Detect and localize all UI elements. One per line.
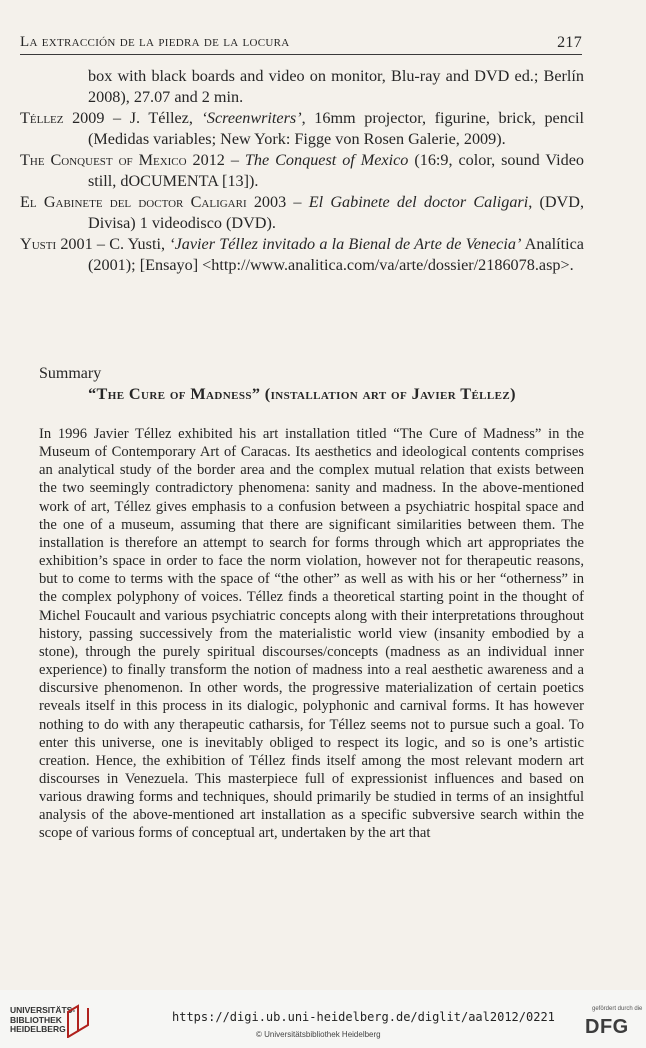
dfg-logo: DFG <box>585 1016 629 1038</box>
library-logo-icon <box>64 1004 94 1038</box>
running-title: La extracción de la piedra de la locura <box>20 34 290 50</box>
library-logo-text: UNIVERSITÄTS- BIBLIOTHEK HEIDELBERG <box>10 1005 76 1034</box>
summary-paragraph: In 1996 Javier Téllez exhibited his art installation titled “The Cure of Madness” in the Museum of Contemporary Art of Caracas. Its aesthetics and ideological contents comprises an analytical study of the border area and the complex mutual relation that exists between the two seemingly contradictory phenomena: sanity and madness. In the above-mentioned work of art, Téllez gives emphasis to a confusion between a psychiatric hospital space and the one of a museum, assuming that there are significant similarities between them. The installation is therefore an attempt to search for forms through which art appropriates the exhibition’s space in order to face the norm violation, however not for therapeutic reasons, but to come to terms with the space of “the other” as well as with his or her “otherness” in the complex polyphony of voices. Téllez finds a theoretical starting point in the thought of Michel Foucault and various psychiatric concepts along with their interpretations throughout history, passing successively from the materialistic world view (insanity embodied by a stone), through the purely spiritual discourses/concepts (madness as an individual inner experience) to finally transform the notion of madness into a real aesthetic awareness and a discursive phenomenon. In other words, the progressive materialization of certain poetics reveals itself in this process in its dialogic, polyphonic and carnival forms. It has however nothing to do with any therapeutic catharsis, for Téllez seems not to pursue such a goal. To enter this universe, one is inevitably obliged to respect its logic, and so is one’s artistic creation. Hence, the exhibition of Téllez finds itself among the most relevant modern art discourses in Venezuela. This masterpiece full of expressionist influences and based on various drawing forms and techniques, should primarily be studied in terms of an insightful analysis of the above-mentioned art installation as a specific subversive search within the scope of various forms of conceptual art, undertaken by the art that <box>39 426 584 842</box>
bibliography <box>20 66 584 276</box>
permalink-url[interactable]: https://digi.ub.uni-heidelberg.de/diglit/aal2012/0221 <box>172 1010 555 1024</box>
bibliography-entry: El Gabinete del doctor Caligari 2003 – El Gabinete del doctor Caligari, (DVD, Divisa) 1 videodisco (DVD). <box>20 193 584 232</box>
funder-note: gefördert durch die <box>592 1006 643 1012</box>
page-number: 217 <box>557 34 582 51</box>
summary-body <box>39 425 584 843</box>
bibliography-entry-continuation: box with black boards and video on monitor, Blu-ray and DVD ed.; Berlín 2008), 27.07 and 2 min. <box>88 67 584 106</box>
bibliography-entry: Téllez 2009 – J. Téllez, ‘Screenwriters’, 16mm projector, figurine, brick, pencil (Medidas variables; New York: Figge von Rosen Galerie, 2009). <box>20 109 584 148</box>
running-head <box>20 34 582 51</box>
digitization-footer <box>0 990 646 1048</box>
header-rule <box>20 54 582 55</box>
copyright-notice: © Universitätsbibliothek Heidelberg <box>256 1030 381 1039</box>
bibliography-entry: The Conquest of Mexico 2012 – The Conquest of Mexico (16:9, color, sound Video still, dOCUMENTA [13]). <box>20 151 585 190</box>
summary-title: “The Cure of Madness” (installation art of Javier Téllez) <box>88 385 516 403</box>
bibliography-entry: Yusti 2001 – C. Yusti, ‘Javier Téllez invitado a la Bienal de Arte de Venecia’ Analítica (2001); [Ensayo] <http://www.analitica.com/va/arte/dossier/2186078.asp>. <box>20 235 584 274</box>
summary-label: Summary <box>39 365 102 382</box>
